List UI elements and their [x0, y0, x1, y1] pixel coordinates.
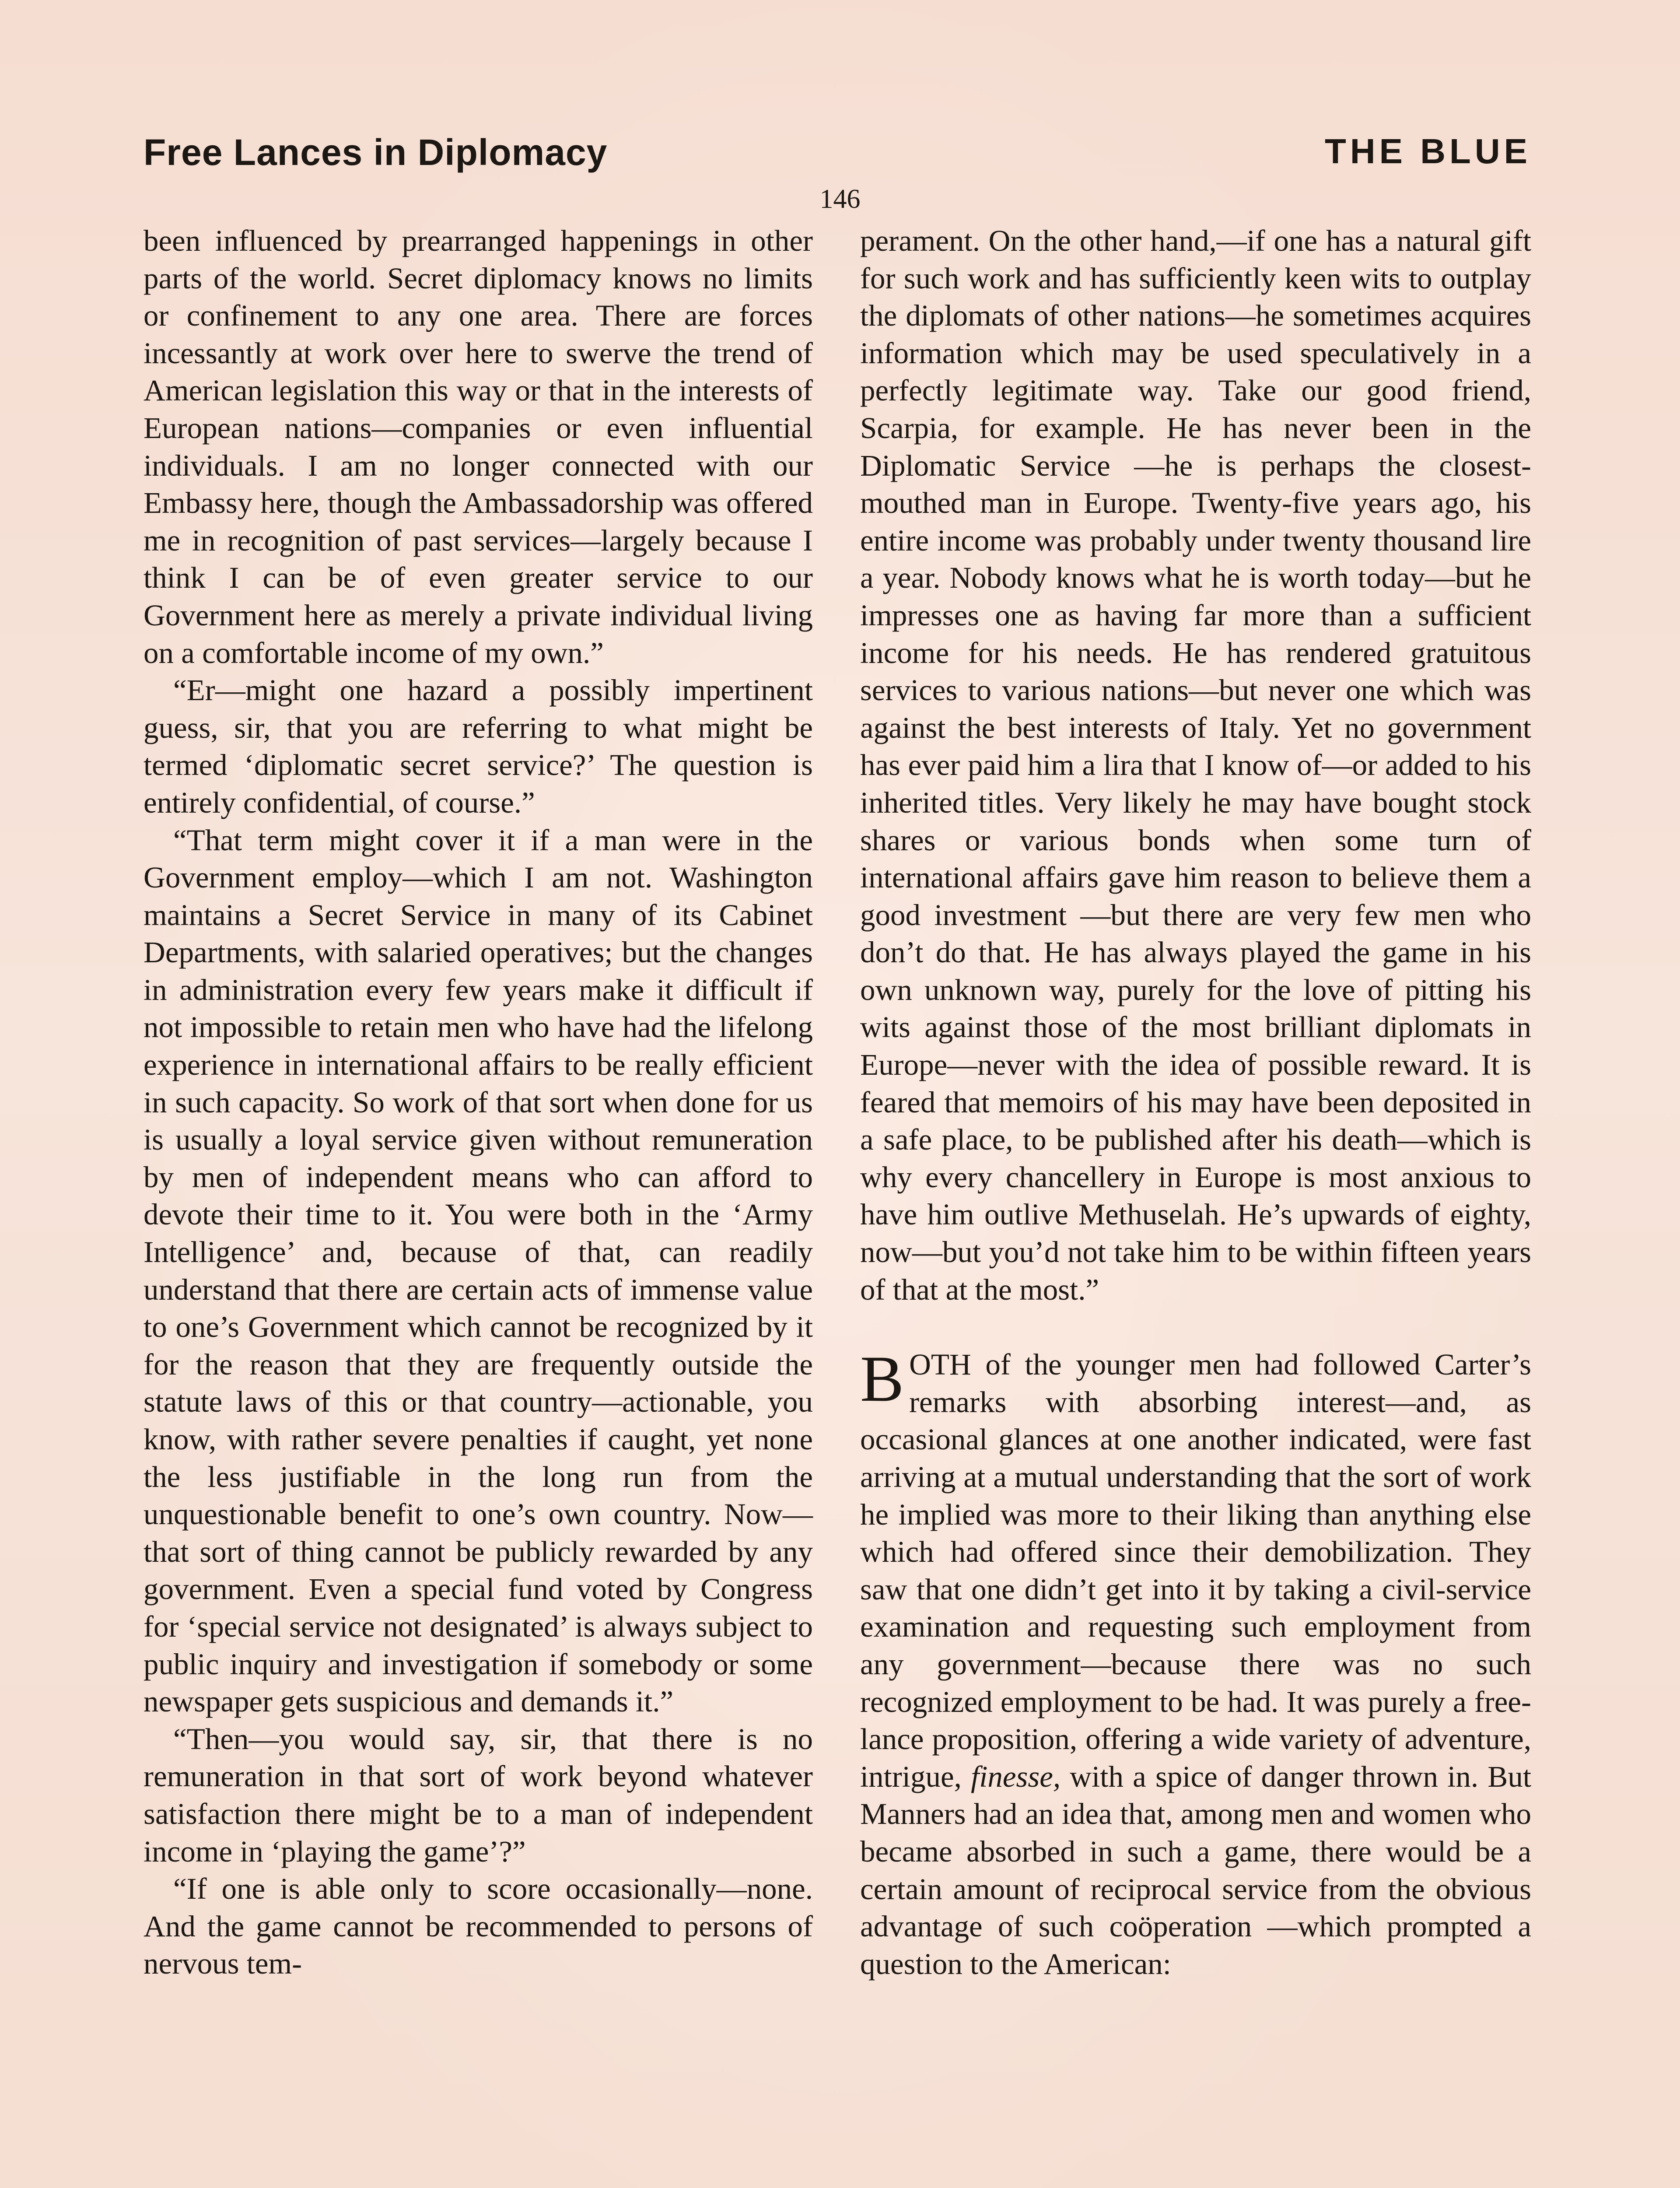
drop-cap: B	[860, 1343, 904, 1416]
paragraph: “If one is able only to score occasionally—none. And the game cannot be recommended to persons of nervous tem-	[144, 1872, 813, 1981]
paragraph: “Then—you would say, sir, that there is no remuneration in that sort of work beyond whatever satisfaction there might be to a man of independent income in ‘playing the game’?”	[144, 1722, 813, 1868]
left-column	[144, 222, 813, 1983]
italic-word: finesse,	[971, 1760, 1061, 1793]
paragraph: “Er—might one hazard a possibly impertinent guess, sir, that you are referring to what might be termed ‘diplomatic secret service?’ The question is entirely confidential, of course.”	[144, 673, 813, 819]
paragraph-text: with a spice of danger thrown in. But Manners had an idea that, among men and women who became absorbed in such a game, there would be a certain amount of reciprocal service from the obvious advantage of such coöperation —which prompted a question to the American:	[860, 1760, 1531, 1981]
paragraph-dropcap	[860, 1343, 1531, 1983]
paragraph: “That term might cover it if a man were in the Government employ—which I am not. Washington maintains a Secret Service in many of its Cabinet Departments, with salaried operatives; but the changes in administration every few years make it difficult if not impossible to retain men who have had the lifelong experience in international affairs to be really efficient in such capacity. So work of that sort when done for us is usually a loyal service given without remuneration by men of independent means who can afford to devote their time to it. You were both in the ‘Army Intelligence’ and, because of that, can readily understand that there are certain acts of immense value to one’s Government which cannot be recognized by it for the reason that they are frequently outside the statute laws of this or that country—actionable, you know, with rather severe penalties if caught, yet none the less justifiable in the long run from the unquestionable benefit to one’s own country. Now—that sort of thing cannot be publicly rewarded by any government. Even a special fund voted by Congress for ‘special service not designated’ is always subject to public inquiry and investigation if somebody or some newspaper gets suspicious and demands it.”	[144, 823, 813, 1718]
paragraph-text: OTH of the younger men had followed Carter’s remarks with absorbing interest—and, as occasional glances at one another indicated, were fast arriving at a mutual understanding that the sort of work he implied was more to their liking than anything else which had offered since their demobilization. They saw that one didn’t get into it by taking a civil-service examination and requesting such employment from any government—because there was no such recognized employment to be had. It was purely a free-lance proposition, offering a wide variety of adventure, intrigue,	[860, 1348, 1531, 1793]
running-title: Free Lances in Diplomacy	[144, 132, 608, 173]
page-header	[144, 131, 1531, 188]
right-column	[860, 222, 1531, 1983]
paragraph: perament. On the other hand,—if one has a natural gift for such work and has sufficiently keen wits to outplay the diplomats of other nations—he sometimes acquires information which may be used speculatively in a perfectly legitimate way. Take our good friend, Scarpia, for example. He has never been in the Diplomatic Service —he is perhaps the closest-mouthed man in Europe. Twenty-five years ago, his entire income was probably under twenty thousand lire a year. Nobody knows what he is worth today—but he impresses one as having far more than a sufficient income for his needs. He has rendered gratuitous services to various nations—but never one which was against the best interests of Italy. Yet no government has ever paid him a lira that I know of—or added to his inherited titles. Very likely he may have bought stock shares or various bonds when some turn of international affairs gave him reason to believe them a good investment —but there are very few men who don’t do that. He has always played the game in his own unknown way, purely for the love of pitting his wits against those of the most brilliant diplomats in Europe—never with the idea of possible reward. It is feared that memoirs of his may have been deposited in a safe place, to be published after his death—which is why every chancellery in Europe is most anxious to have him outlive Methuselah. He’s upwards of eighty, now—but you’d not take him to be within fifteen years of that at the most.”	[860, 224, 1531, 1306]
magazine-name: THE BLUE	[1325, 132, 1531, 171]
page-number: 146	[819, 184, 861, 214]
paragraph: been influenced by prearranged happenings in other parts of the world. Secret diplomacy knows no limits or confinement to any one area. There are forces incessantly at work over here to swerve the trend of American legislation this way or that in the interests of European nations—companies or even influential individuals. I am no longer connected with our Embassy here, though the Ambassadorship was offered me in recognition of past services—largely because I think I can be of even greater service to our Government here as merely a private individual living on a comfortable income of my own.”	[144, 224, 813, 670]
